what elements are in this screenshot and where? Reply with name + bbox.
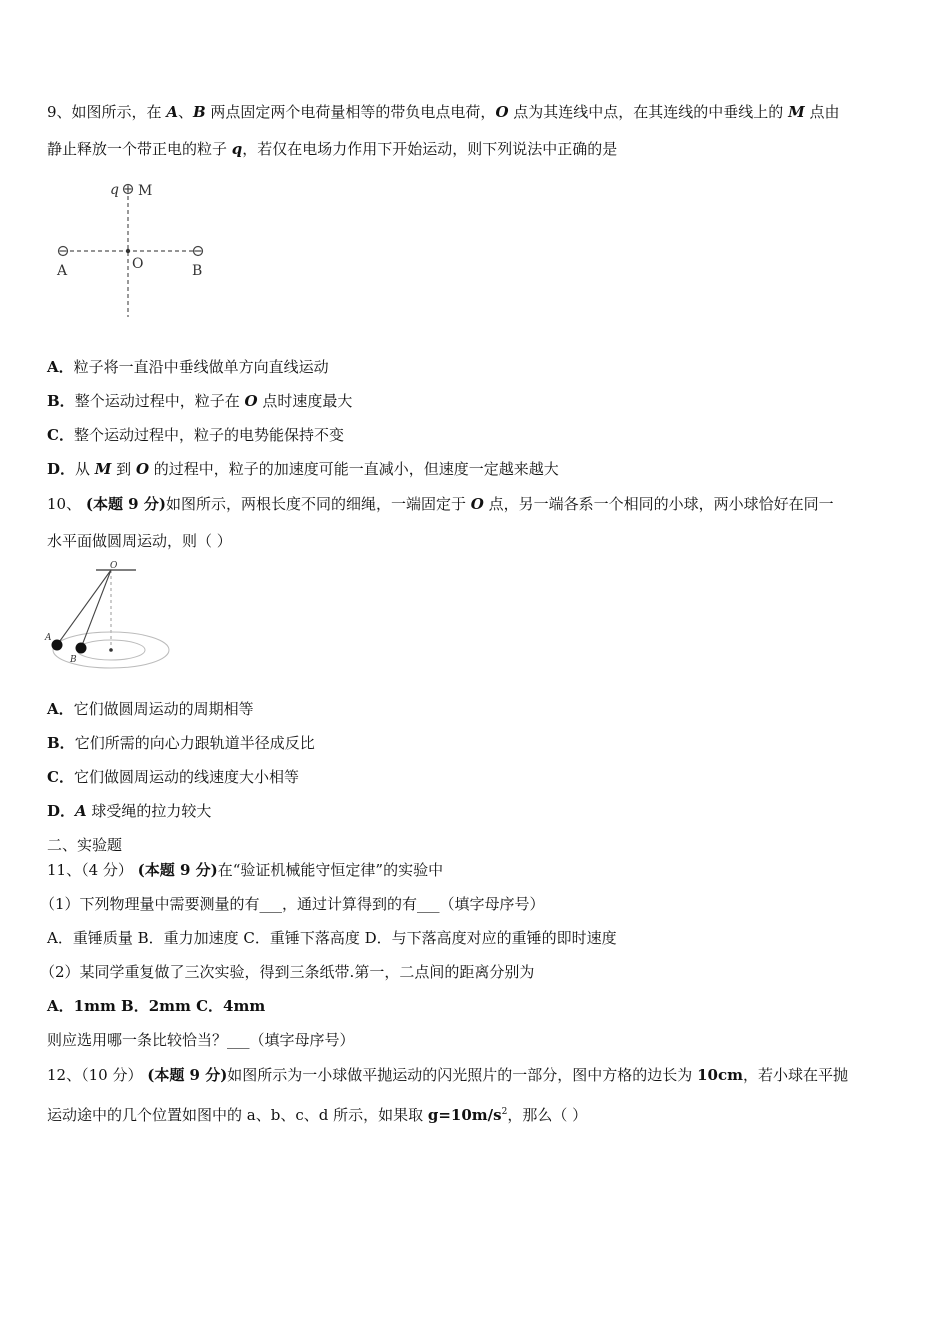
- q10-option-d: D．A 球受绳的拉力较大: [47, 802, 212, 820]
- label-m: M: [138, 183, 153, 199]
- label-o: O: [132, 256, 144, 272]
- string-b-line: [81, 570, 111, 648]
- q12-stem-line2: 运动途中的几个位置如图中的 a、b、c、d 所示，如果取 $g=10m/s^2$，那么（ ）: [47, 1106, 588, 1124]
- label-q: q: [110, 182, 119, 198]
- q11-sub1: （1）下列物理量中需要测量的有___，通过计算得到的有___（填字母序号）: [40, 895, 545, 913]
- label-a: A: [45, 633, 52, 643]
- q9-option-a: A．粒子将一直沿中垂线做单方向直线运动: [47, 358, 329, 376]
- q9-stem-line1: 9、如图所示，在 A、B 两点固定两个电荷量相等的带负电点电荷，O 点为其连线中点，在其连线的中垂线上的 M 点由: [47, 103, 840, 121]
- q9-charge-diagram: [50, 175, 220, 325]
- q9-option-c: C．整个运动过程中，粒子的电势能保持不变: [47, 426, 344, 444]
- center-dot: [109, 648, 113, 652]
- q11-ask: 则应选用哪一条比较恰当？___（填字母序号）: [47, 1031, 355, 1049]
- q10-stem-line1: 10、 (本题 9 分)如图所示，两根长度不同的细绳，一端固定于 O 点，另一端各系一个相同的小球，两小球恰好在同一: [47, 495, 834, 513]
- label-b: B: [192, 263, 203, 279]
- q9-option-b: B．整个运动过程中，粒子在 O 点时速度最大: [47, 392, 353, 410]
- q11-choices2: A．1mm B．2mm C．4mm: [47, 997, 266, 1015]
- q10-option-c: C．它们做圆周运动的线速度大小相等: [47, 768, 299, 786]
- q11-choices1: A．重锤质量 B．重力加速度 C．重锤下落高度 D．与下落高度对应的重锤的即时速度: [47, 929, 617, 947]
- label-a: A: [57, 263, 68, 279]
- q11-stem: 11、（4 分） (本题 9 分)在“验证机械能守恒定律”的实验中: [47, 861, 444, 879]
- q10-stem-line2: 水平面做圆周运动，则（ ）: [47, 532, 232, 550]
- q11-sub2: （2）某同学重复做了三次实验，得到三条纸带.第一，二点间的距离分别为: [40, 963, 535, 981]
- q10-option-a: A．它们做圆周运动的周期相等: [47, 700, 254, 718]
- label-b: B: [70, 655, 77, 665]
- ball-a-icon: [52, 640, 63, 651]
- negative-charge-b-icon: [194, 247, 203, 256]
- positive-charge-q-icon: [124, 185, 133, 194]
- negative-charge-a-icon: [59, 247, 68, 256]
- label-o: O: [110, 561, 118, 571]
- section-heading: 二、实验题: [47, 836, 123, 854]
- q12-stem-line1: 12、（10 分） (本题 9 分)如图所示为一小球做平抛运动的闪光照片的一部分，图中方格的边长为 10cm，若小球在平抛: [47, 1066, 848, 1084]
- q9-option-d: D．从 M 到 O 的过程中，粒子的加速度可能一直减小，但速度一定越来越大: [47, 460, 559, 478]
- ball-b-icon: [76, 643, 87, 654]
- q10-option-b: B．它们所需的向心力跟轨道半径成反比: [47, 734, 315, 752]
- q9-stem-line2: 静止释放一个带正电的粒子 q，若仅在电场力作用下开始运动，则下列说法中正确的是: [47, 140, 618, 158]
- midpoint-o-dot: [126, 249, 130, 253]
- q10-conical-pendulum-diagram: [40, 558, 175, 670]
